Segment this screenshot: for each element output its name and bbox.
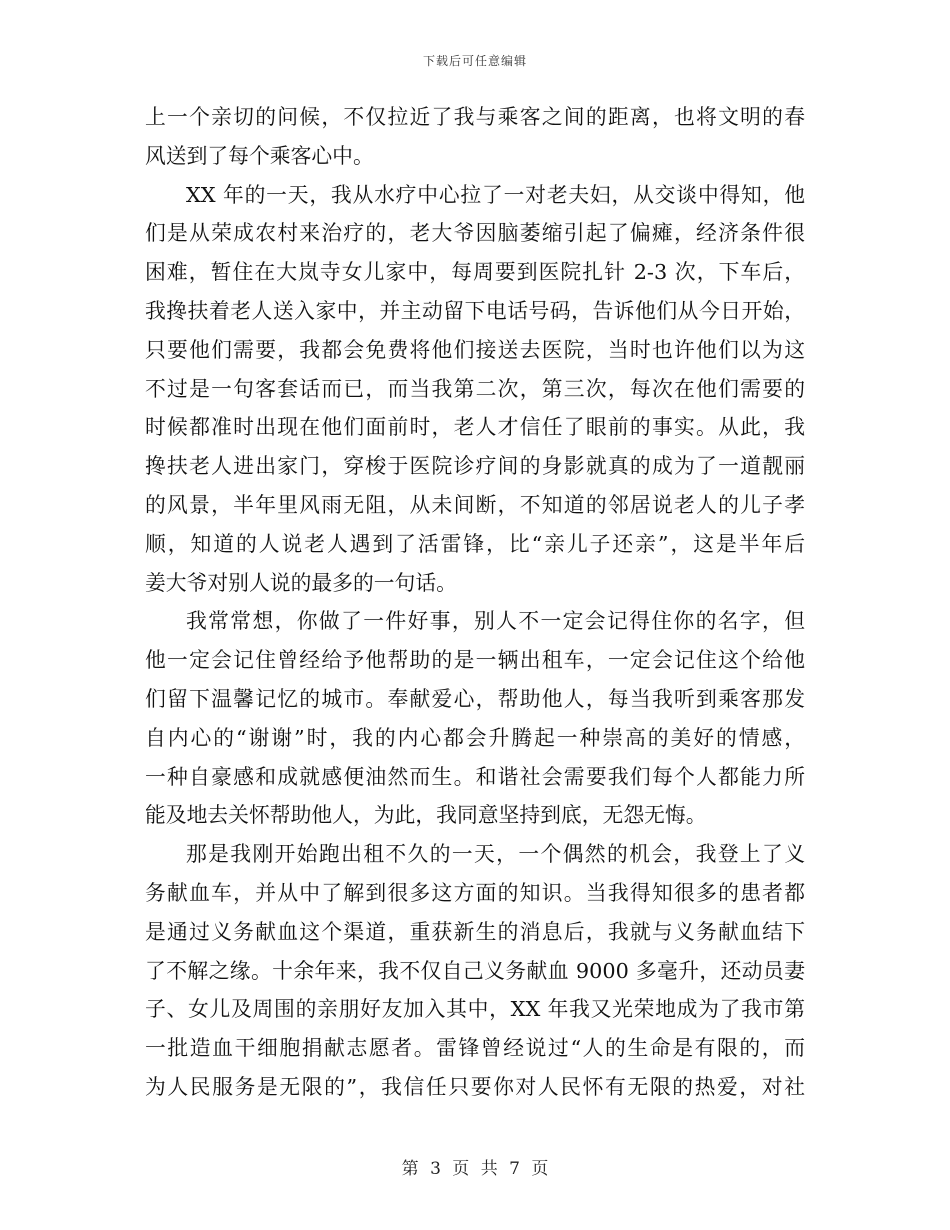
text-line: 们留下温馨记忆的城市。奉献爱心，帮助他人，每当我听到乘客那发: [145, 686, 805, 711]
text-line: 们是从荣成农村来治疗的，老大爷因脑萎缩引起了偏瘫，经济条件很: [145, 221, 805, 246]
text-line: 是通过义务献血这个渠道，重获新生的消息后，我就与义务献血结下: [145, 919, 805, 944]
document-body: [145, 98, 805, 1107]
text-line: 自内心的“谢谢”时，我的内心都会升腾起一种崇高的美好的情感，: [145, 725, 805, 750]
text-line: 只要他们需要，我都会免费将他们接送去医院，当时也许他们以为这: [145, 337, 805, 362]
text-line: 为人民服务是无限的”，我信任只要你对人民怀有无限的热爱，对社: [145, 1074, 805, 1099]
page-number: 第 3 页 共 7 页: [401, 1159, 549, 1179]
text-line: 时候都准时出现在他们面前时，老人才信任了眼前的事实。从此，我: [145, 415, 805, 440]
text-line: 搀扶老人进出家门，穿梭于医院诊疗间的身影就真的成为了一道靓丽: [145, 454, 805, 479]
text-line: 顺，知道的人说老人遇到了活雷锋，比“亲儿子还亲”，这是半年后: [145, 531, 805, 556]
page-header: 下载后可任意编辑: [422, 54, 527, 68]
text-line: 了不解之缘。十余年来，我不仅自己义务献血 9000 多毫升，还动员妻: [145, 958, 805, 983]
text-line: XX 年的一天，我从水疗中心拉了一对老夫妇，从交谈中得知，他: [186, 182, 805, 207]
text-line: 风送到了每个乘客心中。: [145, 143, 374, 168]
text-line: 上一个亲切的问候，不仅拉近了我与乘客之间的距离，也将文明的春: [145, 105, 805, 129]
text-line: 我常常想，你做了一件好事，别人不一定会记得住你的名字，但: [186, 609, 805, 634]
text-line: 一批造血干细胞捐献志愿者。雷锋曾经说过“人的生命是有限的，而: [145, 1036, 805, 1061]
text-line: 那是我刚开始跑出租不久的一天，一个偶然的机会，我登上了义: [186, 842, 805, 867]
text-line: 他一定会记住曾经给予他帮助的是一辆出租车，一定会记住这个给他: [145, 648, 805, 673]
text-line: 姜大爷对别人说的最多的一句话。: [145, 570, 457, 595]
text-line: 的风景，半年里风雨无阻，从未间断，不知道的邻居说老人的儿子孝: [145, 492, 805, 517]
text-line: 不过是一句客套话而已，而当我第二次，第三次，每次在他们需要的: [145, 376, 805, 401]
text-line: 能及地去关怀帮助他人，为此，我同意坚持到底，无怨无悔。: [145, 803, 707, 828]
text-line: 务献血车，并从中了解到很多这方面的知识。当我得知很多的患者都: [145, 880, 805, 905]
text-line: 一种自豪感和成就感便油然而生。和谐社会需要我们每个人都能力所: [145, 764, 805, 789]
text-line: 我搀扶着老人送入家中，并主动留下电话号码，告诉他们从今日开始，: [145, 298, 805, 323]
text-line: 困难，暂住在大岚寺女儿家中，每周要到医院扎针 2-3 次，下车后，: [145, 260, 805, 285]
text-line: 子、女儿及周围的亲朋好友加入其中，XX 年我又光荣地成为了我市第: [145, 997, 805, 1022]
